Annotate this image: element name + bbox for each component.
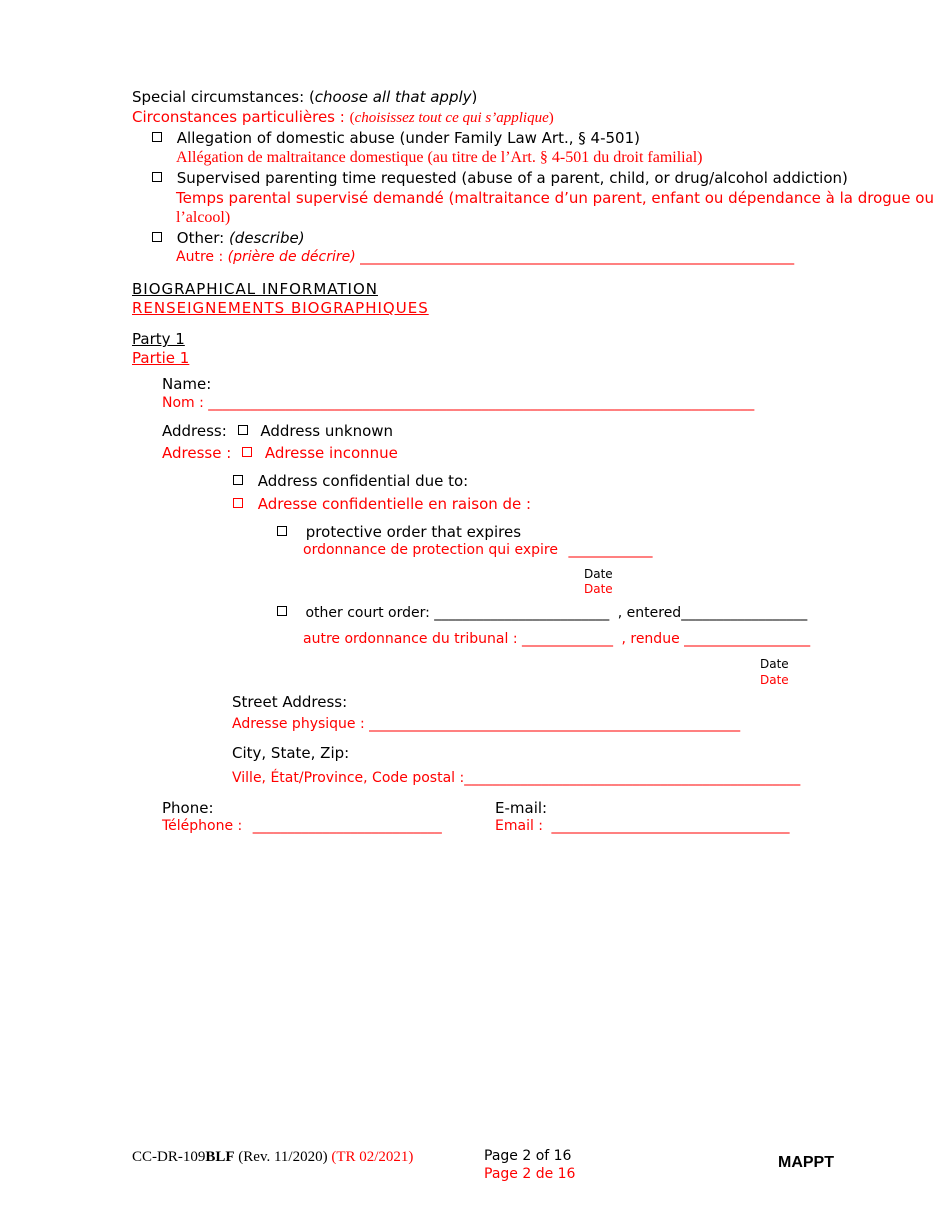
page-number: Page 2 of 16 <box>484 1148 572 1164</box>
phone-label: Phone: <box>162 799 214 817</box>
email-label: E-mail: <box>495 799 548 817</box>
domestic-abuse-option[interactable]: Allegation of domestic abuse (under Family Law Art., § 4-501) <box>152 129 640 147</box>
domestic-abuse-checkbox[interactable] <box>152 132 162 142</box>
phone-blank[interactable]: ___________________________ <box>252 818 442 834</box>
supervised-parenting-label-fr-2: l’alcool) <box>176 209 231 226</box>
address-confidential-option[interactable]: Address confidential due to: <box>233 472 468 490</box>
phone-field[interactable]: Téléphone : ___________________________ <box>162 818 442 834</box>
bio-heading: BIOGRAPHICAL INFORMATION <box>132 280 378 298</box>
other-court-order-field-fr[interactable]: autre ordonnance du tribunal : _____________ , rendue __________________ <box>303 631 811 647</box>
protective-order-checkbox[interactable] <box>277 526 287 536</box>
other-option[interactable]: Other: (describe) <box>152 229 305 247</box>
name-blank[interactable]: ______________________________________________________________________________ <box>208 395 755 411</box>
page-number-fr: Page 2 de 16 <box>484 1166 576 1182</box>
form-code: MAPPT <box>778 1154 834 1171</box>
special-circumstances-label-fr: Circonstances particulières : (choisissez tout ce qui s’applique) <box>132 108 554 126</box>
protective-order-date-blank[interactable]: ____________ <box>568 542 653 558</box>
name-label: Name: <box>162 375 212 393</box>
entered-date-label: Date <box>760 657 789 671</box>
city-label: City, State, Zip: <box>232 744 350 762</box>
address-unknown-checkbox[interactable] <box>238 425 248 435</box>
protective-order-option[interactable]: protective order that expires <box>277 523 521 541</box>
entered-date-blank-fr[interactable]: __________________ <box>684 631 811 647</box>
other-description-blank[interactable]: ______________________________________________________________ <box>360 249 795 265</box>
protective-order-field[interactable]: ordonnance de protection qui expire ____________ <box>303 542 653 558</box>
protective-date-label-fr: Date <box>584 582 613 596</box>
supervised-parenting-label-fr: Temps parental supervisé demandé (maltraitance d’un parent, enfant ou dépendance à la drogue ou <box>176 189 934 207</box>
supervised-parenting-checkbox[interactable] <box>152 172 162 182</box>
city-blank[interactable]: ________________________________________________ <box>464 770 801 786</box>
address-confidential-checkbox-fr[interactable] <box>233 498 243 508</box>
name-field[interactable]: Nom : ______________________________________________________________________________ <box>162 395 755 411</box>
address-unknown-checkbox-fr[interactable] <box>242 447 252 457</box>
email-blank[interactable]: __________________________________ <box>551 818 790 834</box>
street-address-blank[interactable]: _____________________________________________________ <box>369 716 741 732</box>
other-field[interactable]: Autre : (prière de décrire) ______________________________________________________________ <box>176 249 795 265</box>
other-checkbox[interactable] <box>152 232 162 242</box>
street-address-label: Street Address: <box>232 693 348 711</box>
street-address-field[interactable]: Adresse physique : _____________________________________________________ <box>232 716 741 732</box>
other-court-order-blank[interactable]: _________________________ <box>434 605 610 621</box>
other-court-order-option[interactable]: other court order: _________________________ , entered__________________ <box>277 605 807 622</box>
bio-heading-fr: RENSEIGNEMENTS BIOGRAPHIQUES <box>132 299 429 317</box>
address-unknown-option[interactable]: Address: Address unknown <box>162 422 394 440</box>
special-circumstances-label: Special circumstances: (choose all that apply) <box>132 88 478 106</box>
address-confidential-option-fr[interactable]: Adresse confidentielle en raison de : <box>233 495 531 513</box>
address-confidential-checkbox[interactable] <box>233 475 243 485</box>
protective-date-label: Date <box>584 567 613 581</box>
other-court-order-blank-fr[interactable]: _____________ <box>522 631 614 647</box>
domestic-abuse-label-fr: Allégation de maltraitance domestique (au titre de l’Art. § 4-501 du droit familial) <box>176 149 703 166</box>
form-id: CC-DR-109BLF (Rev. 11/2020) (TR 02/2021) <box>132 1149 414 1165</box>
party-heading-fr: Partie 1 <box>132 349 190 367</box>
entered-date-blank[interactable]: __________________ <box>681 605 808 621</box>
address-unknown-option-fr[interactable]: Adresse : Adresse inconnue <box>162 444 398 462</box>
other-court-order-checkbox[interactable] <box>277 606 287 616</box>
city-field[interactable]: Ville, État/Province, Code postal :________________________________________________ <box>232 770 801 786</box>
email-field[interactable]: Email : __________________________________ <box>495 818 790 834</box>
party-heading: Party 1 <box>132 330 185 348</box>
entered-date-label-fr: Date <box>760 673 789 687</box>
supervised-parenting-option[interactable]: Supervised parenting time requested (abuse of a parent, child, or drug/alcohol addiction) <box>152 169 848 187</box>
